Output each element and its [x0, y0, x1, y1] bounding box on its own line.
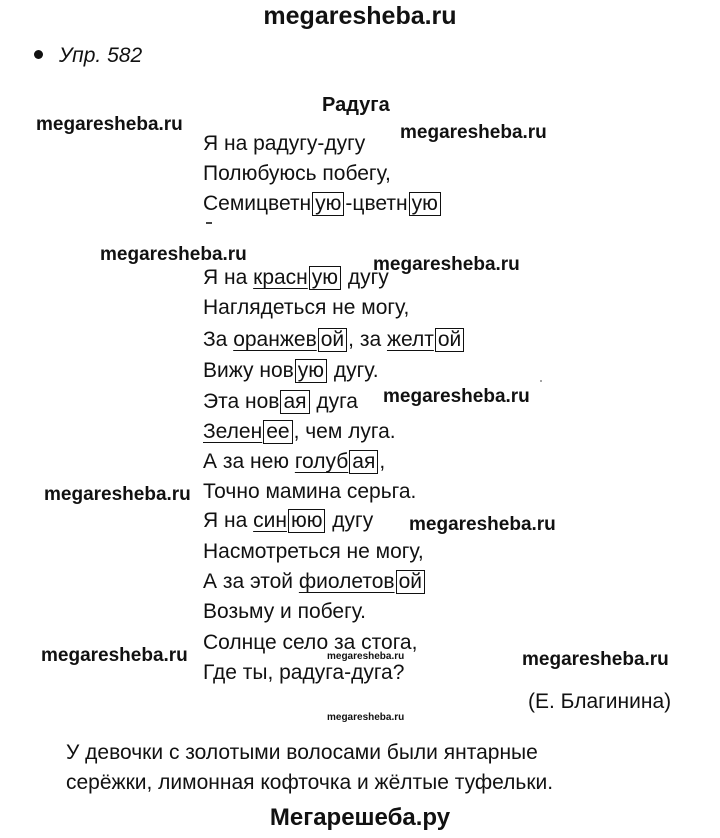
site-footer: Мегарешеба.ру [269, 804, 451, 831]
poem-line [203, 265, 389, 291]
text-segment: Я на радугу-дугу [203, 132, 366, 155]
text-segment: А за нею [203, 450, 295, 473]
speck [540, 380, 542, 382]
boxed-ending: ая [280, 390, 309, 414]
boxed-ending: ую [295, 359, 327, 383]
watermark: megaresheba.ru [100, 244, 247, 265]
cut-off-line-fragment [206, 222, 212, 227]
underlined-stem: оранжев [233, 328, 317, 351]
boxed-ending: юю [288, 509, 326, 533]
exercise-label: Упр. 582 [59, 44, 143, 67]
text-segment: Вижу нов [203, 359, 294, 382]
text-segment: Возьму и побегу. [203, 600, 367, 623]
boxed-ending: ой [396, 570, 425, 594]
text-segment: Точно мамина серьга. [203, 480, 417, 503]
text-segment: дугу [326, 509, 374, 532]
text-segment: Полюбуюсь побегу, [203, 162, 391, 185]
watermark: megaresheba.ru [409, 514, 556, 535]
poem-line [203, 539, 424, 565]
poem-line [203, 660, 404, 686]
text-segment: Наглядеться не могу, [203, 296, 410, 319]
poem-line [203, 569, 426, 595]
text-segment: Я на [203, 266, 254, 289]
boxed-ending: ую [409, 192, 441, 216]
poem-line [203, 419, 396, 445]
watermark: megaresheba.ru [522, 649, 669, 670]
watermark: megaresheba.ru [400, 122, 547, 143]
boxed-ending: ой [435, 328, 464, 352]
underlined-stem: желт [386, 328, 434, 351]
poem-line [203, 599, 366, 625]
text-segment: Семицветн [203, 192, 312, 215]
poem-line [203, 449, 385, 475]
exercise-number [34, 44, 142, 68]
watermark: megaresheba.ru [36, 114, 183, 135]
boxed-ending: ая [349, 450, 378, 474]
boxed-ending: ее [263, 420, 292, 444]
paragraph-line-1: У девочки с золотыми волосами были янтарные [66, 741, 538, 764]
poem-author: (Е. Благинина) [528, 690, 672, 713]
poem-line [203, 161, 391, 187]
site-header: megaresheba.ru [263, 2, 457, 30]
poem-line [203, 358, 379, 384]
text-segment: Солнце село за стога, [203, 631, 418, 654]
text-segment: дуга [310, 390, 358, 413]
poem-line [203, 191, 442, 217]
poem-line [203, 295, 409, 321]
poem-line [203, 508, 373, 534]
text-segment: -цветн [345, 192, 408, 215]
watermark-small: megaresheba.ru [327, 651, 405, 662]
poem-line [203, 131, 365, 157]
underlined-stem: красн [253, 266, 308, 289]
boxed-ending: ую [312, 192, 344, 216]
underlined-stem: син [253, 509, 287, 532]
poem-title: Радуга [322, 94, 390, 116]
poem-line [203, 327, 465, 353]
boxed-ending: ой [318, 328, 347, 352]
underlined-stem: Зелен [203, 420, 263, 443]
text-segment: Где ты, радуга-дуга? [203, 661, 405, 684]
text-segment: Эта нов [203, 390, 280, 413]
watermark: megaresheba.ru [41, 645, 188, 666]
watermark: megaresheba.ru [383, 386, 530, 407]
underlined-stem: голуб [294, 450, 349, 473]
watermark: megaresheba.ru [373, 254, 520, 275]
poem-line [203, 479, 416, 505]
text-segment: Насмотреться не могу, [203, 540, 424, 563]
text-segment: , чем луга. [293, 420, 396, 443]
text-segment: Я на [203, 509, 254, 532]
watermark-small: megaresheba.ru [327, 712, 405, 723]
text-segment: А за этой [203, 570, 299, 593]
poem-line [203, 389, 358, 415]
boxed-ending: ую [309, 266, 341, 290]
underlined-stem: фиолетов [298, 570, 395, 593]
text-segment: дугу [342, 266, 389, 289]
paragraph-line-2: серёжки, лимонная кофточка и жёлтые туфельки. [66, 771, 554, 794]
watermark: megaresheba.ru [44, 484, 191, 505]
bullet-icon [34, 50, 43, 59]
text-segment: , [379, 450, 386, 473]
text-segment: , за [348, 328, 387, 351]
text-segment: За [203, 328, 234, 351]
text-segment: дугу. [328, 359, 379, 382]
